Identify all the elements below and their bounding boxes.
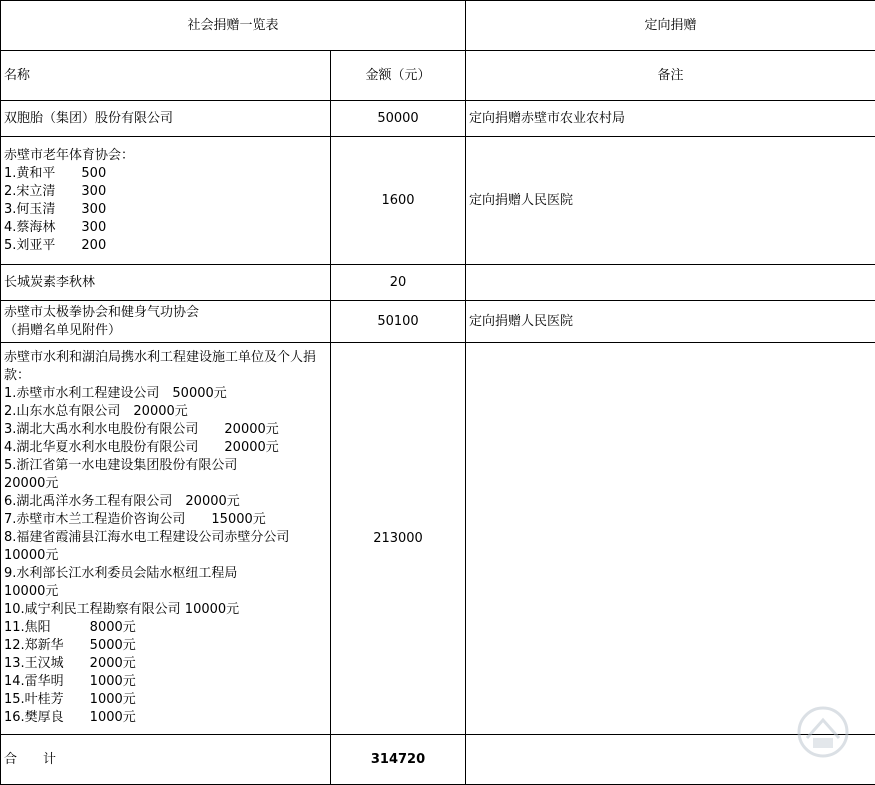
donation-amount: 1600 — [331, 137, 466, 265]
column-header-row — [1, 51, 875, 101]
total-amount: 314720 — [331, 735, 466, 785]
donor-name: 双胞胎（集团）股份有限公司 — [1, 101, 331, 137]
total-note — [466, 735, 875, 785]
table-row — [1, 265, 875, 301]
donation-note: 定向捐赠人民医院 — [466, 137, 875, 265]
donation-amount: 50000 — [331, 101, 466, 137]
donation-amount: 50100 — [331, 301, 466, 343]
total-row — [1, 735, 875, 785]
donor-name: 赤壁市太极拳协会和健身气功协会 （捐赠名单见附件） — [1, 301, 331, 343]
donor-name: 长城炭素李秋林 — [1, 265, 331, 301]
donor-name: 赤壁市水利和湖泊局携水利工程建设施工单位及个人捐款： 1.赤壁市水利工程建设公司 50000元 2.山东水总有限公司 20000元 3.湖北大禹水利水电股份有限公司 20000元 4.湖北华夏水利水电股份有限公司 20000元 5.浙江省第一水电建设集团股份有限公司 20000元 6.湖北禹洋水务工程有限公司 20000元 7.赤壁市木兰工程造价咨询公司 15000元 8.福建省霞浦县江海水电工程建设公司赤壁分公司 10000元 9.水利部长江水利委员会陆水枢纽工程局 10000元 10.咸宁利民工程勘察有限公司 10000元 11.焦阳 8000元 12.郑新华 5000元 13.王汉城 2000元 14.雷华明 1000元 15.叶桂芳 1000元 16.樊厚良 1000元 — [1, 343, 331, 735]
donation-amount: 20 — [331, 265, 466, 301]
table-row — [1, 101, 875, 137]
donor-name: 赤壁市老年体育协会： 1.黄和平 500 2.宋立清 300 3.何玉清 300 4.蔡海林 300 5.刘亚平 200 — [1, 137, 331, 265]
donation-note — [466, 343, 875, 735]
col-note-header: 备注 — [466, 51, 875, 101]
table-row — [1, 137, 875, 265]
table-row — [1, 343, 875, 735]
donation-amount: 213000 — [331, 343, 466, 735]
directed-donation-header: 定向捐赠 — [466, 1, 875, 51]
donation-note: 定向捐赠赤壁市农业农村局 — [466, 101, 875, 137]
title-row — [1, 1, 875, 51]
donation-note: 定向捐赠人民医院 — [466, 301, 875, 343]
col-amount-header: 金额（元） — [331, 51, 466, 101]
total-label: 合计 — [1, 735, 331, 785]
table-title: 社会捐赠一览表 — [1, 1, 466, 51]
donation-note — [466, 265, 875, 301]
col-name-header: 名称 — [1, 51, 331, 101]
table-row — [1, 301, 875, 343]
